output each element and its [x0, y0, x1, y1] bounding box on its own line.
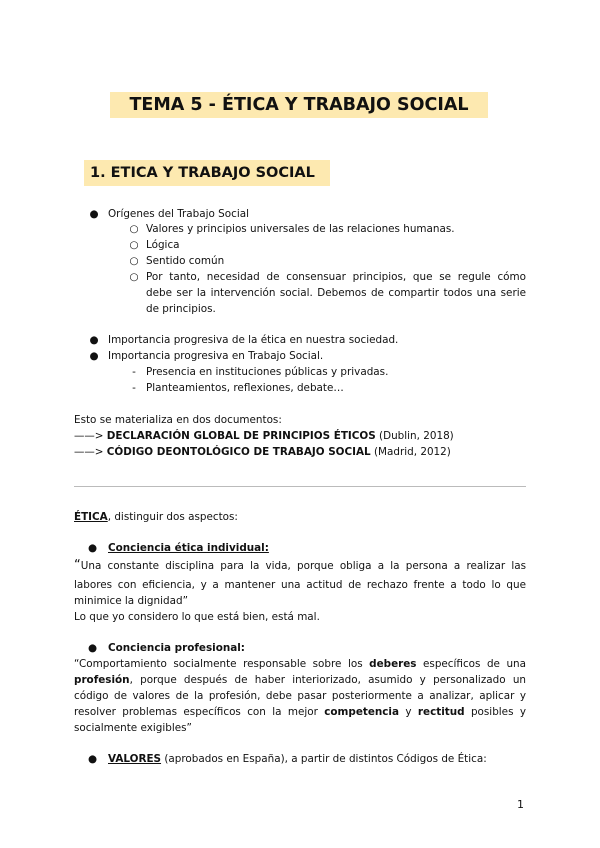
bullet-circle: ○: [129, 255, 139, 267]
text-bold: deberes: [369, 658, 417, 670]
text-bold: rectitud: [417, 706, 465, 718]
quote-line: [74, 657, 526, 673]
quote-line: [74, 705, 526, 721]
text: resolver problemas específicos con la mejor: [74, 706, 325, 718]
list-subitem: Presencia en instituciones públicas y privadas.: [146, 366, 389, 378]
list-subitem: Por tanto, necesidad de consensuar principios, que se regule cómo: [146, 271, 526, 283]
valores-word: VALORES: [108, 753, 162, 765]
bullet-dash: -: [132, 366, 136, 378]
arrow: ——>: [74, 430, 107, 442]
list-subitem: Valores y principios universales de las relaciones humanas.: [146, 223, 455, 235]
etica-rest: , distinguir dos aspectos:: [107, 511, 238, 523]
arrow: ——>: [74, 446, 107, 458]
paragraph: Lo que yo considero lo que está bien, está mal.: [74, 611, 320, 623]
list-subitem-cont: debe ser la intervención social. Debemos de compartir todos una serie: [146, 287, 526, 299]
quote-line: socialmente exigibles”: [74, 722, 192, 734]
bullet-circle: ○: [129, 223, 139, 235]
etica-intro: [74, 510, 238, 526]
bullet-dash: -: [132, 382, 136, 394]
subheading: Conciencia ética individual:: [108, 542, 269, 554]
valores-rest: (aprobados en España), a partir de distintos Códigos de Ética:: [161, 753, 487, 765]
list-item: Orígenes del Trabajo Social: [108, 208, 249, 220]
text: y: [399, 706, 418, 718]
list-subitem: Lógica: [146, 239, 180, 251]
quote-line: labores con eficiencia, y a mantener una actitud de rechazo frente a todo lo que: [74, 579, 526, 591]
etica-word: ÉTICA: [74, 511, 108, 523]
divider: [74, 486, 526, 487]
text-bold: competencia: [324, 706, 400, 718]
quote-line: código de valores de la profesión, debe pasar posteriormente a analizar, aplicar y: [74, 690, 526, 702]
list-subitem-cont: de principios.: [146, 303, 216, 315]
bullet-dot: ●: [89, 334, 99, 346]
document-line-2: [74, 445, 451, 461]
text: específicos de una: [416, 658, 527, 670]
document-line-1: [74, 429, 454, 445]
list-subitem: Sentido común: [146, 255, 225, 267]
quote-mark: “: [74, 558, 81, 573]
valores-line: [108, 752, 487, 768]
paragraph: Esto se materializa en dos documentos:: [74, 414, 282, 426]
page-number: 1: [517, 798, 524, 811]
text: posibles y: [464, 706, 526, 718]
quote-line: minimice la dignidad”: [74, 595, 188, 607]
bullet-dot: ●: [89, 350, 99, 362]
bullet-circle: ○: [129, 271, 139, 283]
subheading: Conciencia profesional:: [108, 642, 245, 654]
list-item: Importancia progresiva en Trabajo Social.: [108, 350, 324, 362]
section-heading: 1. ETICA Y TRABAJO SOCIAL: [84, 160, 330, 186]
doc-title: DECLARACIÓN GLOBAL DE PRINCIPIOS ÉTICOS: [106, 430, 376, 442]
text-bold: profesión: [74, 674, 130, 686]
page-title: TEMA 5 - ÉTICA Y TRABAJO SOCIAL: [110, 92, 488, 118]
bullet-circle: ○: [129, 239, 139, 251]
bullet-dot: ●: [89, 208, 99, 220]
doc-meta: (Madrid, 2012): [370, 446, 451, 458]
quote-line: [74, 673, 526, 689]
doc-meta: (Dublin, 2018): [375, 430, 454, 442]
bullet-dot: ●: [88, 542, 98, 554]
quote-text: Una constante disciplina para la vida, porque obliga a la persona a realizar las: [80, 560, 526, 572]
doc-title: CÓDIGO DEONTOLÓGICO DE TRABAJO SOCIAL: [106, 446, 371, 458]
quote-line: [74, 558, 526, 575]
list-subitem: Planteamientos, reflexiones, debate…: [146, 382, 344, 394]
text: , porque después de haber interiorizado, asumido y personalizado un: [129, 674, 526, 686]
bullet-dot: ●: [88, 753, 98, 765]
bullet-dot: ●: [88, 642, 98, 654]
text: “Comportamiento socialmente responsable sobre los: [74, 658, 370, 670]
list-item: Importancia progresiva de la ética en nuestra sociedad.: [108, 334, 399, 346]
